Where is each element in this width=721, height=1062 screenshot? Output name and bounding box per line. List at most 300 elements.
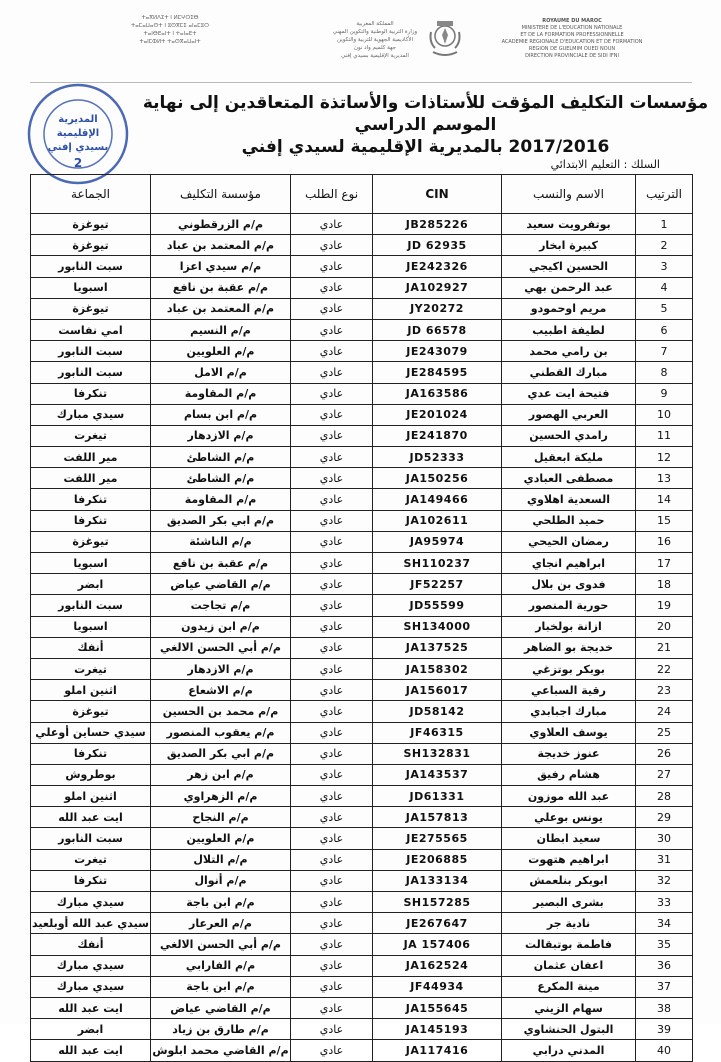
institution-cell: م/م ابن زيدون [151,616,291,637]
table-row [31,489,693,510]
header-right-line: MINISTERE DE L'EDUCATION NATIONALE [521,25,623,31]
request-type-cell: عادي [291,574,373,595]
person-name-cell: اعفان عثمان [502,955,636,976]
title-line-1: مؤسسات التكليف المؤقت للأستاذات والأساتذة المتعاقدين إلى نهاية الموسم الدراسي [142,93,709,135]
cin-number-cell: JA143537 [373,764,502,785]
commune-cell: تنكرفا [31,510,151,531]
institution-cell: م/م الامل [151,362,291,383]
commune-cell: تنكرفا [31,870,151,891]
row-number-cell: 15 [636,510,693,531]
request-type-cell: عادي [291,722,373,743]
person-name-cell: سعيد ابطان [502,828,636,849]
cin-number-cell: SH134000 [373,616,502,637]
row-number-cell: 4 [636,277,693,298]
commune-cell: سيدي حساين أوعلي [31,722,151,743]
commune-cell: تيوغزة [31,701,151,722]
institution-cell: م/م سيدي اعزا [151,256,291,277]
person-name-cell: مبارك اجبابدي [502,701,636,722]
cin-number-cell: JY20272 [373,298,502,319]
table-row [31,722,693,743]
table-row [31,447,693,468]
institution-cell: م/م ابن زهر [151,764,291,785]
institution-cell: م/م عقبة بن نافع [151,277,291,298]
table-row [31,1040,693,1061]
institution-cell: م/م العرعار [151,913,291,934]
person-name-cell: نادية جر [502,913,636,934]
title-line-2: 2017/2016 بالمديرية الإقليمية لسيدي إفني [241,137,610,157]
institution-cell: م/م طارق بن زياد [151,1019,291,1040]
header-left-line: ⵜⴰⵏⴱⴹⴰⵏⵜ ⵏ ⵜⴰⵏⴰⴹⵜ [143,31,197,37]
request-type-cell: عادي [291,1040,373,1061]
table-row [31,277,693,298]
commune-cell: ايت عبد الله [31,997,151,1018]
request-type-cell: عادي [291,997,373,1018]
cin-number-cell: JE201024 [373,404,502,425]
person-name-cell: يوسف العلاوي [502,722,636,743]
cin-number-cell: JE242326 [373,256,502,277]
table-row [31,595,693,616]
table-row [31,976,693,997]
person-name-cell: المدني درابي [502,1040,636,1061]
header-left-line: ⵜⴰⴳⵍⴷⵉⵜ ⵏ ⵍⵎⵖⵔⵉⴱ [141,15,199,21]
header-middle-line: المملكة المغربية [356,21,394,27]
commune-cell: تيوغزة [31,235,151,256]
request-type-cell: عادي [291,637,373,658]
cin-number-cell: JD 66578 [373,319,502,340]
table-row [31,404,693,425]
institution-cell: م/م المعتمد بن عباد [151,235,291,256]
row-number-cell: 3 [636,256,693,277]
commune-cell: سبت النابور [31,256,151,277]
cin-number-cell: SH132831 [373,743,502,764]
row-number-cell: 38 [636,997,693,1018]
cin-number-cell: JE284595 [373,362,502,383]
commune-cell: مير اللفت [31,468,151,489]
person-name-cell: هشام رفيق [502,764,636,785]
person-name-cell: بن رامي محمد [502,341,636,362]
table-row [31,553,693,574]
request-type-cell: عادي [291,595,373,616]
row-number-cell: 2 [636,235,693,256]
table-row [31,913,693,934]
table-row [31,383,693,404]
cin-number-cell: JA117416 [373,1040,502,1061]
institution-cell: م/م ابي بكر الصديق [151,510,291,531]
row-number-cell: 24 [636,701,693,722]
person-name-cell: حورية المنصور [502,595,636,616]
request-type-cell: عادي [291,892,373,913]
commune-cell: امي نفاست [31,319,151,340]
institution-cell: م/م ابن باجة [151,892,291,913]
row-number-cell: 32 [636,870,693,891]
request-type-cell: عادي [291,404,373,425]
table-row [31,341,693,362]
table-row [31,807,693,828]
header-right-line: ROYAUME DU MAROC [542,18,602,24]
person-name-cell: يونس بوعلي [502,807,636,828]
commune-cell: تنكرفا [31,489,151,510]
cin-number-cell: JB285226 [373,214,502,235]
table-row [31,425,693,446]
header-middle-line: المديرية الإقليمية بسيدي إفني [341,53,409,59]
request-type-cell: عادي [291,807,373,828]
request-type-cell: عادي [291,870,373,891]
cin-number-cell: JA145193 [373,1019,502,1040]
table-row [31,637,693,658]
commune-cell: سيدي مبارك [31,892,151,913]
row-number-cell: 39 [636,1019,693,1040]
row-number-cell: 40 [636,1040,693,1061]
commune-cell: اثنين املو [31,786,151,807]
person-name-cell: رمضان الحيحي [502,531,636,552]
official-stamp-icon [26,82,130,186]
person-name-cell: السعدية اهلاوي [502,489,636,510]
institution-cell: م/م المقاومة [151,383,291,404]
header-institution: مؤسسة التكليف [151,175,291,214]
person-name-cell: ابراهيم انجاي [502,553,636,574]
table-row [31,510,693,531]
row-number-cell: 29 [636,807,693,828]
commune-cell: ايت عبد الله [31,1040,151,1061]
commune-cell: سيدي عبد الله أوبلعيد [31,913,151,934]
request-type-cell: عادي [291,383,373,404]
row-number-cell: 17 [636,553,693,574]
row-number-cell: 19 [636,595,693,616]
cin-number-cell: SH110237 [373,553,502,574]
table-row [31,849,693,870]
row-number-cell: 26 [636,743,693,764]
table-row [31,658,693,679]
request-type-cell: عادي [291,743,373,764]
institution-cell: م/م الفارابي [151,955,291,976]
request-type-cell: عادي [291,277,373,298]
row-number-cell: 18 [636,574,693,595]
institution-cell: م/م التلال [151,849,291,870]
header-left-tifinagh [70,14,270,46]
commune-cell: تيوغزة [31,298,151,319]
request-type-cell: عادي [291,786,373,807]
person-name-cell: البتول الحنشاوي [502,1019,636,1040]
row-number-cell: 14 [636,489,693,510]
request-type-cell: عادي [291,425,373,446]
cin-number-cell: JA102611 [373,510,502,531]
commune-cell: تيغرت [31,425,151,446]
institution-cell: م/م النجاح [151,807,291,828]
row-number-cell: 11 [636,425,693,446]
cin-number-cell: JE241870 [373,425,502,446]
institution-cell: م/م النسيم [151,319,291,340]
request-type-cell: عادي [291,658,373,679]
row-number-cell: 35 [636,934,693,955]
stamp-line-1: المديرية [58,114,98,125]
cin-number-cell: JE267647 [373,913,502,934]
header-right-line: DIRECTION PROVINCIALE DE SIDI IFNI [525,53,619,59]
cin-number-cell: JA133134 [373,870,502,891]
institution-cell: م/م القاضي عياض [151,574,291,595]
institution-cell: م/م محمد بن الحسين [151,701,291,722]
institution-cell: م/م الاشعاع [151,680,291,701]
row-number-cell: 28 [636,786,693,807]
header-commune: الجماعة [31,175,151,214]
row-number-cell: 10 [636,404,693,425]
cin-number-cell: JE243079 [373,341,502,362]
institution-cell: م/م ابن باجة [151,976,291,997]
person-name-cell: خديجة بو الضاهر [502,637,636,658]
commune-cell: سيدي مبارك [31,976,151,997]
person-name-cell: ابوبكر بنلعمش [502,870,636,891]
stamp-number: 2 [73,156,83,170]
row-number-cell: 37 [636,976,693,997]
table-row [31,997,693,1018]
table-row [31,235,693,256]
table-row [31,934,693,955]
cin-number-cell: JA163586 [373,383,502,404]
request-type-cell: عادي [291,616,373,637]
row-number-cell: 30 [636,828,693,849]
row-number-cell: 31 [636,849,693,870]
row-number-cell: 22 [636,658,693,679]
table-row [31,892,693,913]
commune-cell: تيوغزة [31,214,151,235]
person-name-cell: رامدي الحسين [502,425,636,446]
section-label: السلك : التعليم الابتدائي [550,158,660,171]
commune-cell: سيدي مبارك [31,404,151,425]
assignments-table [30,174,693,1062]
commune-cell: أنفك [31,934,151,955]
table-row [31,616,693,637]
row-number-cell: 33 [636,892,693,913]
institution-cell: م/م عقبة بن نافع [151,553,291,574]
request-type-cell: عادي [291,510,373,531]
commune-cell: اسبويا [31,277,151,298]
header-type: نوع الطلب [291,175,373,214]
table-row [31,298,693,319]
header-right-line: REGION DE GUELMIM OUED NOUN [528,46,616,52]
row-number-cell: 9 [636,383,693,404]
request-type-cell: عادي [291,553,373,574]
header-middle-line: جهة كلميم واد نون [353,45,397,51]
institution-cell: م/م الزهراوي [151,786,291,807]
person-name-cell: فاطمة بوتبقالت [502,934,636,955]
institution-cell: م/م المعتمد بن عباد [151,298,291,319]
institution-cell: م/م القاضي عياض [151,997,291,1018]
commune-cell: بوطروش [31,764,151,785]
cin-number-cell: JF46315 [373,722,502,743]
commune-cell: سبت النابور [31,828,151,849]
institution-cell: م/م المقاومة [151,489,291,510]
cin-number-cell: JA158302 [373,658,502,679]
royal-emblem-icon [425,18,465,60]
row-number-cell: 12 [636,447,693,468]
cin-number-cell: JA95974 [373,531,502,552]
person-name-cell: بوبكر بوتزغي [502,658,636,679]
person-name-cell: لطيفة اطبيب [502,319,636,340]
request-type-cell: عادي [291,1019,373,1040]
commune-cell: اسبويا [31,616,151,637]
header-left-line: ⵜⴰⵏⵎⵀⵍⵜ ⵜⴰⵙⴳⴰⵡⴰⵏⵜ [139,39,201,45]
table-row [31,574,693,595]
cin-number-cell: JE275565 [373,828,502,849]
table-row [31,786,693,807]
person-name-cell: عنوز خديجة [502,743,636,764]
cin-number-cell: JD61331 [373,786,502,807]
request-type-cell: عادي [291,341,373,362]
header-name: الاسم والنسب [502,175,636,214]
table-row [31,319,693,340]
row-number-cell: 1 [636,214,693,235]
person-name-cell: رقية السباعي [502,680,636,701]
institution-cell: م/م العلويين [151,341,291,362]
table-row [31,680,693,701]
commune-cell: سبت النابور [31,341,151,362]
request-type-cell: عادي [291,955,373,976]
person-name-cell: بشرى البصير [502,892,636,913]
person-name-cell: بوتفرويت سعيد [502,214,636,235]
row-number-cell: 23 [636,680,693,701]
request-type-cell: عادي [291,214,373,235]
request-type-cell: عادي [291,828,373,849]
row-number-cell: 6 [636,319,693,340]
request-type-cell: عادي [291,764,373,785]
row-number-cell: 20 [636,616,693,637]
request-type-cell: عادي [291,256,373,277]
header-cin: CIN [373,175,502,214]
commune-cell: سبت النابور [31,595,151,616]
person-name-cell: حميد الطلحي [502,510,636,531]
stamp-line-2: الإقليمية [56,128,100,139]
table-row [31,955,693,976]
table-row [31,701,693,722]
commune-cell: اسبويا [31,553,151,574]
row-number-cell: 34 [636,913,693,934]
institution-cell: م/م الناشئة [151,531,291,552]
commune-cell: أنفك [31,637,151,658]
header-middle-line: الأكاديمية الجهوية للتربية والتكوين [336,37,414,43]
request-type-cell: عادي [291,362,373,383]
row-number-cell: 36 [636,955,693,976]
commune-cell: تنكرفا [31,383,151,404]
cin-number-cell: JE206885 [373,849,502,870]
header-middle-line: وزارة التربية الوطنية والتكوين المهني [332,29,418,35]
person-name-cell: العربي الهصور [502,404,636,425]
header-num: الترتيب [636,175,693,214]
cin-number-cell: JA102927 [373,277,502,298]
cin-number-cell: JD52333 [373,447,502,468]
request-type-cell: عادي [291,531,373,552]
table-row [31,362,693,383]
cin-number-cell: JA137525 [373,637,502,658]
header-right-french [472,18,672,60]
cin-number-cell: JD58142 [373,701,502,722]
cin-number-cell: JA149466 [373,489,502,510]
table-row [31,468,693,489]
institution-cell: م/م الشاطئ [151,468,291,489]
request-type-cell: عادي [291,849,373,870]
cin-number-cell: JA150256 [373,468,502,489]
header-middle-arabic [330,20,420,60]
commune-cell: تيغرت [31,849,151,870]
cin-number-cell: SH157285 [373,892,502,913]
cin-number-cell: JA162524 [373,955,502,976]
person-name-cell: مبارك القطني [502,362,636,383]
row-number-cell: 5 [636,298,693,319]
institution-cell: م/م الزرقطوني [151,214,291,235]
table-row [31,214,693,235]
cin-number-cell: JA 157406 [373,934,502,955]
person-name-cell: مينة المكرع [502,976,636,997]
table-row [31,256,693,277]
commune-cell: ايت عبد الله [31,807,151,828]
request-type-cell: عادي [291,913,373,934]
person-name-cell: الحسين اكيجي [502,256,636,277]
institution-cell: م/م العلويين [151,828,291,849]
person-name-cell: ازانة بولخبار [502,616,636,637]
header-right-line: ET DE LA FORMATION PROFESSIONNELLE [520,32,624,38]
commune-cell: سيدي مبارك [31,955,151,976]
person-name-cell: فدوى بن بلال [502,574,636,595]
request-type-cell: عادي [291,468,373,489]
cin-number-cell: JF52257 [373,574,502,595]
cin-number-cell: JA156017 [373,680,502,701]
request-type-cell: عادي [291,934,373,955]
cin-number-cell: JF44934 [373,976,502,997]
person-name-cell: ابراهيم هتهوت [502,849,636,870]
institution-cell: م/م ابن بسام [151,404,291,425]
row-number-cell: 7 [636,341,693,362]
table-row [31,1019,693,1040]
commune-cell: ابضر [31,1019,151,1040]
cin-number-cell: JD55599 [373,595,502,616]
stamp-line-3: بسيدي إفني [47,142,109,153]
document-title [130,92,721,158]
person-name-cell: مليكة ابعقيل [502,447,636,468]
row-number-cell: 21 [636,637,693,658]
cin-number-cell: JA157813 [373,807,502,828]
person-name-cell: عبد الرحمن بهي [502,277,636,298]
institution-cell: م/م القاضي محمد ابلوش [151,1040,291,1061]
institution-cell: م/م أنوال [151,870,291,891]
institution-cell: م/م أبي الحسن الالغي [151,637,291,658]
table-row [31,828,693,849]
institution-cell: م/م الشاطئ [151,447,291,468]
table-row [31,870,693,891]
request-type-cell: عادي [291,489,373,510]
table-row [31,743,693,764]
person-name-cell: مريم اوحمودو [502,298,636,319]
header-left-line: ⵜⴰⵎⴰⵡⴰⵙⵜ ⵏ ⵓⵙⴳⵎⵉ ⴰⵏⴰⵎⵓⵔ [131,23,209,29]
header-right-line: ACADEMIE REGIONALE D'EDUCATION ET DE FORMATION [501,39,643,45]
commune-cell: تيوغزة [31,531,151,552]
row-number-cell: 8 [636,362,693,383]
request-type-cell: عادي [291,701,373,722]
commune-cell: تيغرت [31,658,151,679]
cin-number-cell: JD 62935 [373,235,502,256]
commune-cell: تنكرفا [31,743,151,764]
person-name-cell: عبد الله موزون [502,786,636,807]
row-number-cell: 13 [636,468,693,489]
commune-cell: ابضر [31,574,151,595]
commune-cell: مير اللفت [31,447,151,468]
request-type-cell: عادي [291,235,373,256]
row-number-cell: 27 [636,764,693,785]
institution-cell: م/م يعقوب المنصور [151,722,291,743]
request-type-cell: عادي [291,319,373,340]
institution-cell: م/م تجاجت [151,595,291,616]
institution-cell: م/م الازدهار [151,425,291,446]
cin-number-cell: JA155645 [373,997,502,1018]
row-number-cell: 16 [636,531,693,552]
table-header-row [31,175,693,214]
